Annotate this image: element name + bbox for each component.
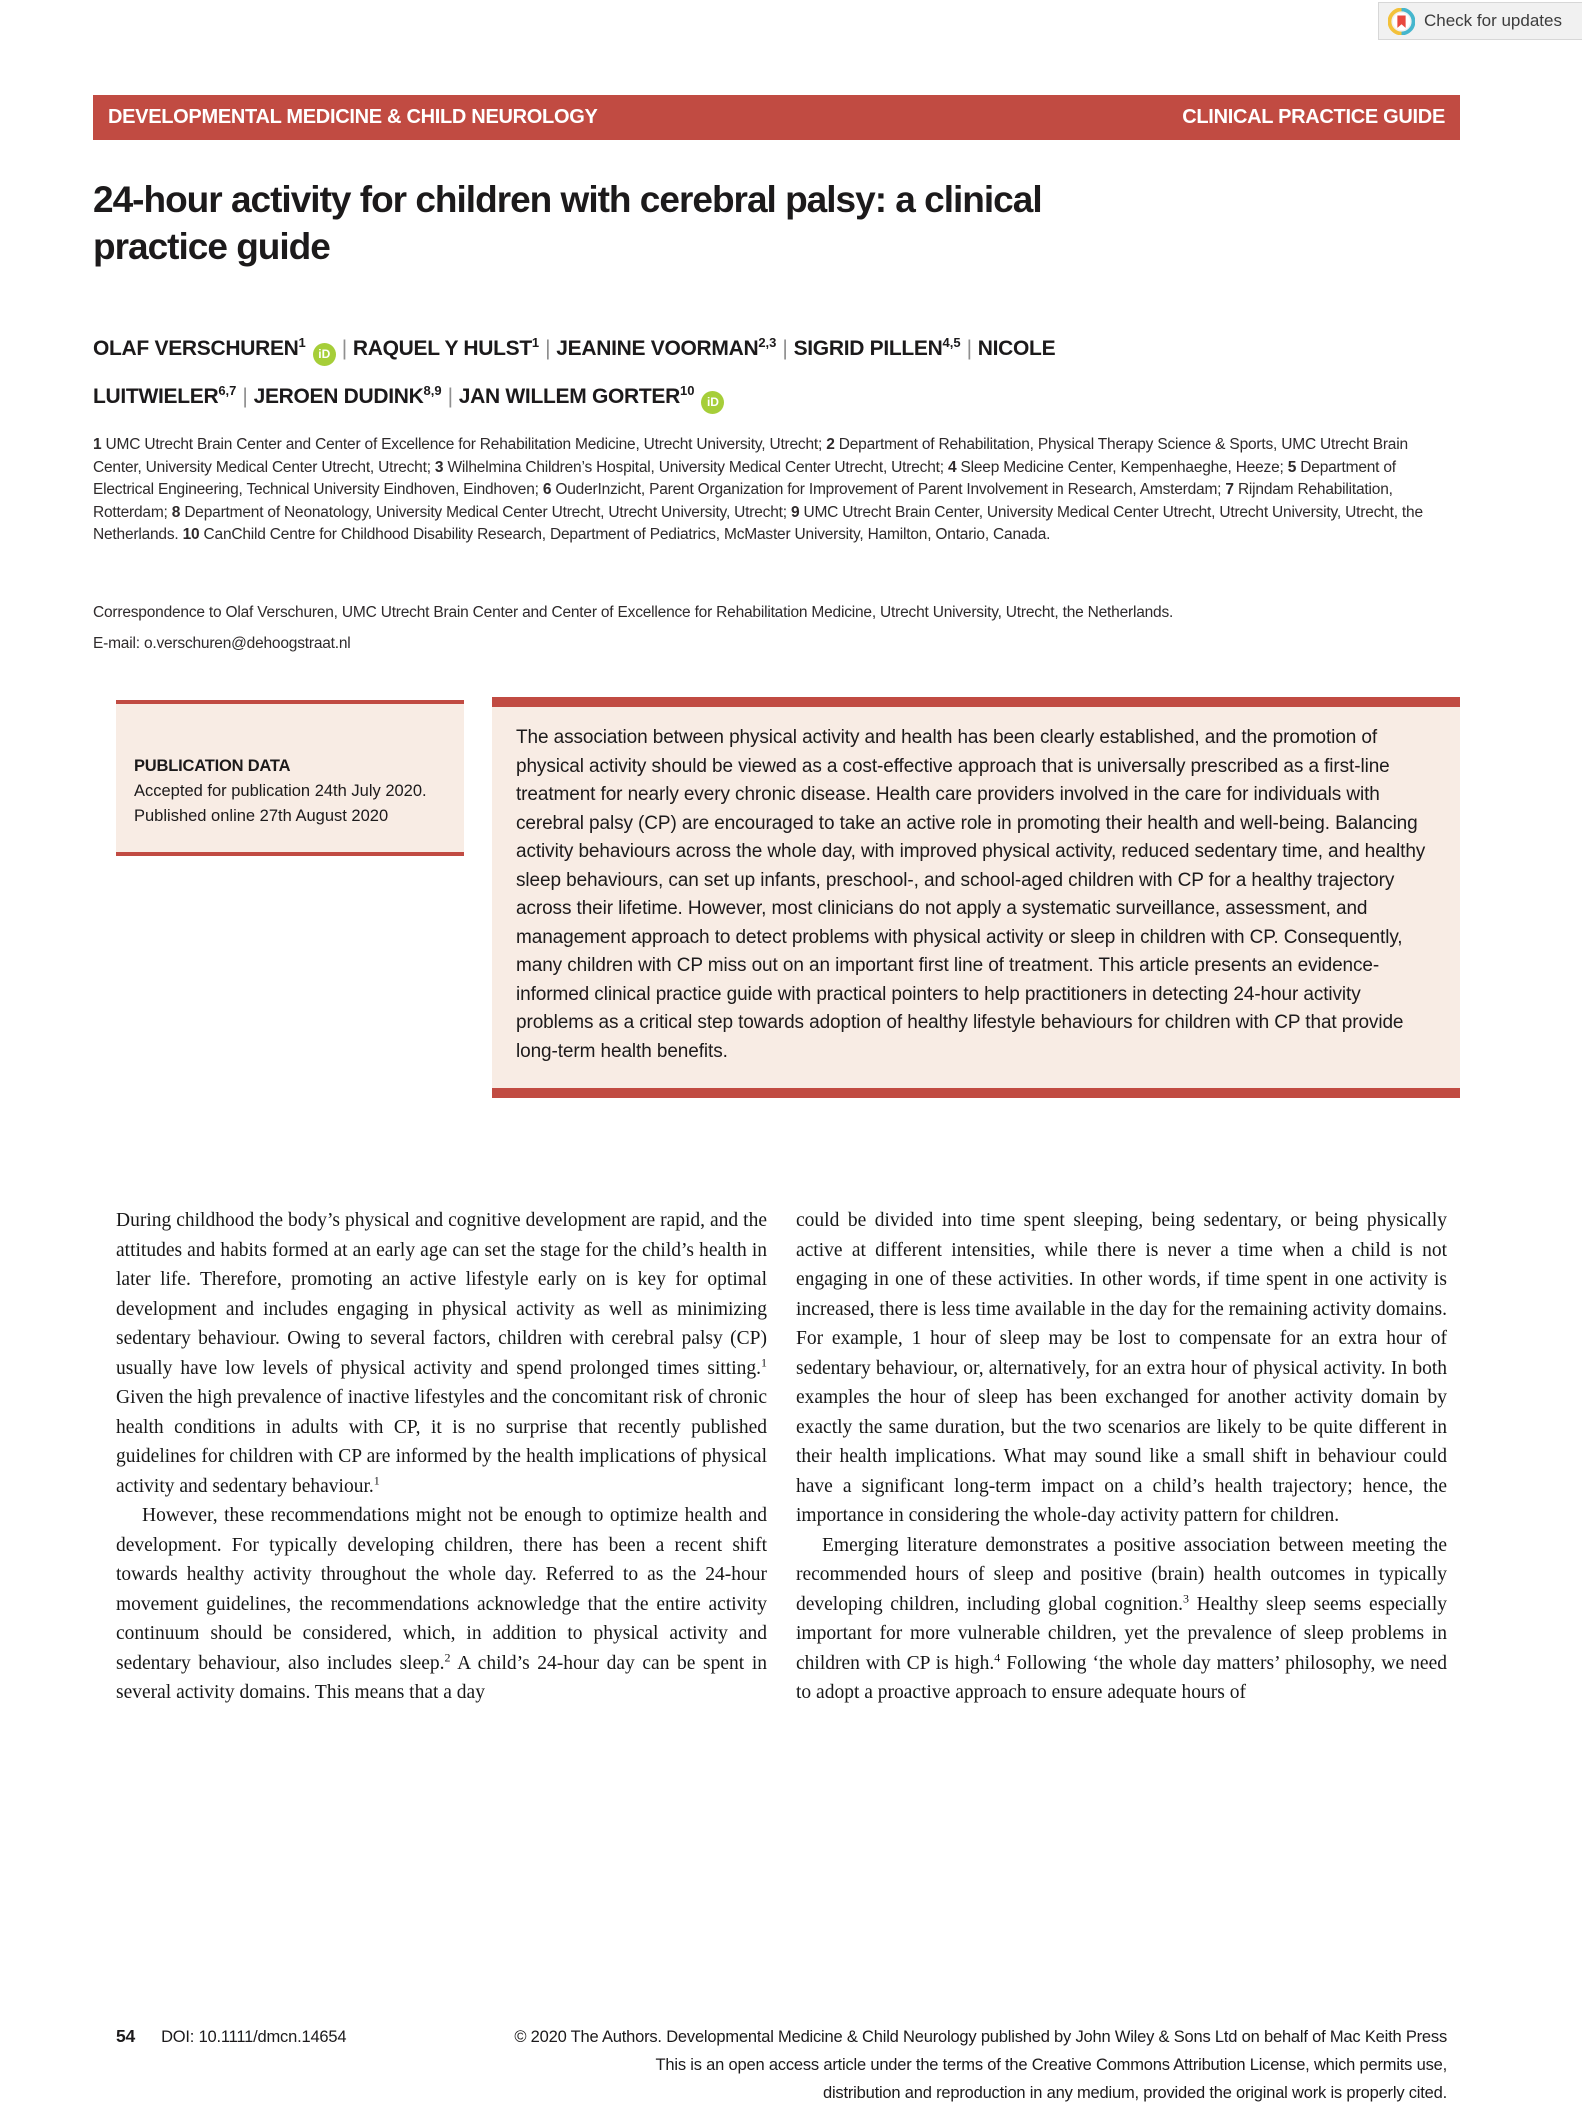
publication-data-published: Published online 27th August 2020 <box>134 807 389 825</box>
body-paragraph: During childhood the body’s physical and cognitive development are rapid, and the attitudes and habits formed at an early age can set the stage for the child’s health in later life. Therefore, promoting an active lifestyle early on is key for optimal development and includes engaging in physical activity as well as minimizing sedentary behaviour. Owing to several factors, children with cerebral palsy (CP) usually have low levels of physical activity and spend prolonged times sitting.$^1$ Given the high prevalence of inactive lifestyles and the concomitant risk of chronic health conditions in adults with CP, it is no surprise that recently published guidelines for children with CP are informed by the health implications of physical activity and sedentary behaviour.$^1$ <box>116 1210 767 1497</box>
footer-row <box>116 2022 1447 2051</box>
orcid-icon[interactable]: iD <box>313 343 336 366</box>
affiliation-number: 4 <box>947 458 961 476</box>
affiliation-text: UMC Utrecht Brain Center and Center of Excellence for Rehabilitation Medicine, Utrecht University, Utrecht; <box>105 436 827 453</box>
copyright-text: © 2020 The Authors. Developmental Medicine & Child Neurology published by John Wiley & Sons Ltd on behalf of Mac Keith Press <box>514 2028 1447 2046</box>
affiliation-number: 6 <box>542 481 556 498</box>
affiliation-number: 7 <box>1225 481 1238 498</box>
author-separator: | <box>341 337 347 360</box>
affiliation-text: Department of Rehabilitation, Physical Therapy Science & Sports, UMC Utrecht Brain Center, University Medical Center Utrecht, Utrecht; <box>93 436 1408 476</box>
page-footer <box>116 2022 1447 2107</box>
author-separator: | <box>242 385 248 408</box>
affiliation-text: OuderInzicht, Parent Organization for Improvement of Parent Involvement in Research, Amsterdam; <box>555 481 1226 498</box>
affiliation-number: 10 <box>182 526 204 543</box>
orcid-icon[interactable]: iD <box>701 391 724 414</box>
publication-data-accepted: Accepted for publication 24th July 2020. <box>134 782 427 800</box>
body-paragraph: could be divided into time spent sleeping, being sedentary, or being physically active at different intensities, while there is never a time when a child is not engaging in one of these activities. In other words, if time spent in one activity is increased, there is less time available in the day for the remaining activity domains. For example, 1 hour of sleep may be lost to compensate for an extra hour of sedentary behaviour, or, alternatively, for an extra hour of physical activity. In both examples the hour of sleep has been exchanged for another activity domain by exactly the same duration, but the two scenarios are likely to be quite different in their health implications. What may sound like a small shift in behaviour could have a significant long-term impact on a child’s health trajectory; hence, the importance in considering the whole-day activity pattern for children. <box>796 1210 1447 1526</box>
journal-name: DEVELOPMENTAL MEDICINE & CHILD NEUROLOGY <box>108 106 598 128</box>
check-for-updates-label: Check for updates <box>1424 11 1562 30</box>
article-title-line1: 24-hour activity for children with cerebral palsy: a clinical <box>93 179 1042 220</box>
affiliation-text: Wilhelmina Children’s Hospital, University Medical Center Utrecht, Utrecht; <box>447 458 948 476</box>
body-paragraph: Emerging literature demonstrates a positive association between meeting the recommended hours of sleep and positive (brain) health outcomes in typically developing children, including global cognition.$^3$ Healthy sleep seems especially important for more vulnerable children, yet the prevalence of sleep problems in children with CP is high.$^4$ Following ‘the whole day matters’ philosophy, we need to adopt a proactive approach to ensure adequate hours of <box>796 1534 1447 1703</box>
affiliation-number: 2 <box>826 436 839 453</box>
journal-banner <box>93 95 1460 140</box>
publication-data-heading: PUBLICATION DATA <box>134 757 291 775</box>
article-title-line2: practice guide <box>93 226 330 267</box>
affiliation-text: Department of Neonatology, University Medical Center Utrecht, Utrecht University, Utrecht; <box>184 503 791 521</box>
body-column-right <box>796 1206 1447 1708</box>
affiliation-number: 1 <box>93 436 106 453</box>
author-name: JAN WILLEM GORTER$^{10}$ <box>458 383 695 408</box>
author-name: JEROEN DUDINK$^{8,9}$ <box>253 383 442 408</box>
author-separator: | <box>966 337 972 360</box>
email-label: E-mail: <box>93 635 140 652</box>
abstract-text: The association between physical activity and health has been clearly established, and the promotion of physical activity should be viewed as a cost-effective approach that is universally prescribed as a first-line treatment for nearly every chronic disease. Health care providers involved in the care for individuals with cerebral palsy (CP) are encouraged to take an active role in promoting their health and well-being. Balancing activity behaviours across the whole day, with improved physical activity, reduced sedentary time, and healthy sleep behaviours, can set up infants, preschool-, and school-aged children with CP for a healthy trajectory across their lifetime. However, most clinicians do not apply a systematic surveillance, assessment, and management approach to detect problems with physical activity or sleep in children with CP. Consequently, many children with CP miss out on an important first line of treatment. This article presents an evidence-informed clinical practice guide with practical pointers to help practitioners in detecting 24-hour activity problems as a critical step towards adoption of healthy lifestyle behaviours for children with CP that provide long-term health benefits. <box>516 727 1426 1062</box>
doi-text: DOI: 10.1111/dmcn.14654 <box>161 2028 347 2046</box>
affiliation-text: Sleep Medicine Center, Kempenhaeghe, Heeze; <box>960 458 1288 476</box>
article-type-label: CLINICAL PRACTICE GUIDE <box>1182 106 1445 128</box>
affiliation-number: 9 <box>790 503 804 521</box>
affiliation-text: UMC Utrecht Brain Center, University Medical Center Utrecht, Utrecht University, Utrecht, the Netherlands. <box>93 503 1423 543</box>
affiliation-number: 5 <box>1287 458 1301 476</box>
license-line: This is an open access article under the terms of the Creative Commons Attribution License, which permits use, <box>655 2056 1447 2074</box>
affiliation-text: Rijndam Rehabilitation, Rotterdam; <box>93 481 1393 521</box>
author-separator: | <box>782 337 788 360</box>
affiliation-text: CanChild Centre for Childhood Disability Research, Department of Pediatrics, McMaster University, Hamilton, Ontario, Canada. <box>203 526 1051 543</box>
email-link[interactable]: o.verschuren@dehoogstraat.nl <box>143 635 351 652</box>
author-separator: | <box>447 385 453 408</box>
author-list <box>93 322 1253 418</box>
author-name: JEANINE VOORMAN$^{2,3}$ <box>556 335 777 360</box>
author-name: SIGRID PILLEN$^{4,5}$ <box>793 335 961 360</box>
correspondence-text: Correspondence to Olaf Verschuren, UMC Utrecht Brain Center and Center of Excellence for Rehabilitation Medicine, Utrecht University, Utrecht, the Netherlands. <box>93 604 1174 621</box>
abstract-box <box>492 697 1460 1098</box>
publication-data-box <box>116 700 464 856</box>
affiliation-number: 3 <box>434 458 448 476</box>
page-number: 54 <box>116 2026 136 2046</box>
author-separator: | <box>545 337 551 360</box>
crossmark-icon <box>1388 8 1415 35</box>
affiliations <box>93 434 1460 547</box>
body-paragraph: However, these recommendations might not be enough to optimize health and development. For typically developing children, there has been a recent shift towards healthy activity throughout the whole day. Referred to as the 24-hour movement guidelines, the recommendations acknowledge that the entire activity continuum should be considered, which, in addition to physical activity and sedentary behaviour, also includes sleep.$^2$ A child’s 24-hour day can be spent in several activity domains. This means that a day <box>116 1505 767 1703</box>
check-for-updates-button[interactable] <box>1378 2 1582 40</box>
correspondence-email-row <box>93 633 1460 655</box>
affiliation-text: Department of Electrical Engineering, Technical University Eindhoven, Eindhoven; <box>93 458 1396 498</box>
author-name: OLAF VERSCHUREN$^1$ <box>93 335 306 360</box>
author-name: NICOLE LUITWIELER$^{6,7}$ <box>93 337 1056 408</box>
correspondence-block <box>93 602 1460 655</box>
license-line: distribution and reproduction in any medium, provided the original work is properly cited. <box>822 2084 1447 2102</box>
article-title <box>93 176 1343 270</box>
author-name: RAQUEL Y HULST$^1$ <box>352 335 540 360</box>
body-column-left <box>116 1206 767 1708</box>
affiliation-number: 8 <box>171 503 185 521</box>
